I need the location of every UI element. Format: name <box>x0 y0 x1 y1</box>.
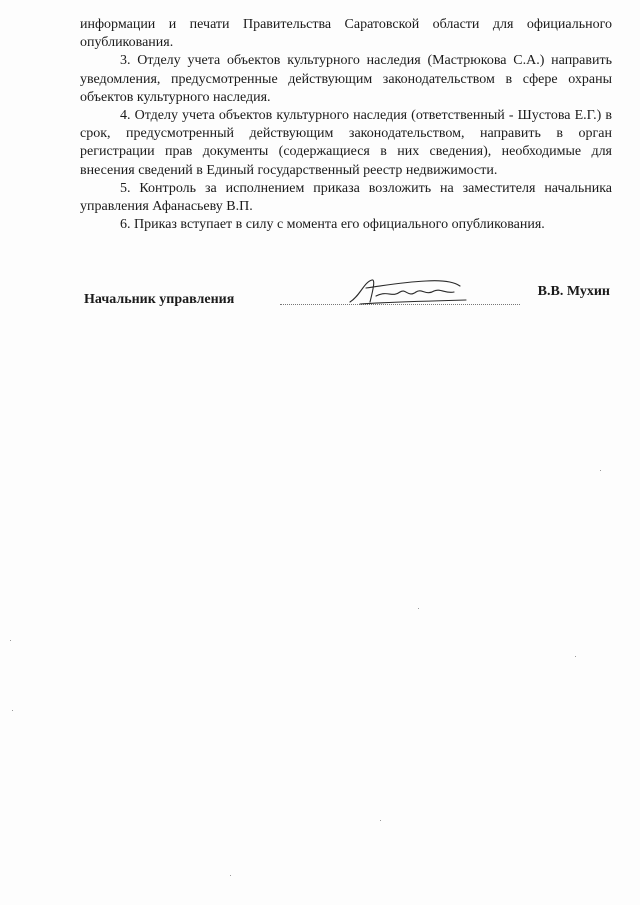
scan-speck <box>12 710 13 711</box>
paragraph-publication: информации и печати Правительства Саратовской области для официального опубликования. <box>80 17 612 51</box>
scan-speck <box>418 608 419 609</box>
order-body <box>80 16 612 234</box>
scan-speck <box>575 656 576 657</box>
signatory-name: В.В. Мухин <box>537 284 610 299</box>
paragraph-item-3: 3. Отделу учета объектов культурного наследия (Мастрюкова С.А.) направить уведомления, предусмотренные действующим законодательством в сфере охраны объектов культурного наследия. <box>80 53 612 105</box>
scan-speck <box>600 470 601 471</box>
scan-speck <box>10 640 11 641</box>
signatory-position: Начальник управления <box>84 292 235 307</box>
scan-speck <box>380 820 381 821</box>
signature-block <box>80 280 612 320</box>
paragraph-item-4: 4. Отделу учета объектов культурного наследия (ответственный - Шустова Е.Г.) в срок, предусмотренный действующим законодательством, направить в орган регистрации прав документы (содержащиеся в них сведения), необходимые для внесения сведений в Единый государственный реестр недвижимости. <box>80 108 612 178</box>
handwritten-signature <box>342 276 472 310</box>
paragraph-item-5: 5. Контроль за исполнением приказа возложить на заместителя начальника управления Афанасьеву В.П. <box>80 180 612 215</box>
scan-speck <box>230 875 231 876</box>
paragraph-item-6: 6. Приказ вступает в силу с момента его официального опубликования. <box>120 217 545 233</box>
